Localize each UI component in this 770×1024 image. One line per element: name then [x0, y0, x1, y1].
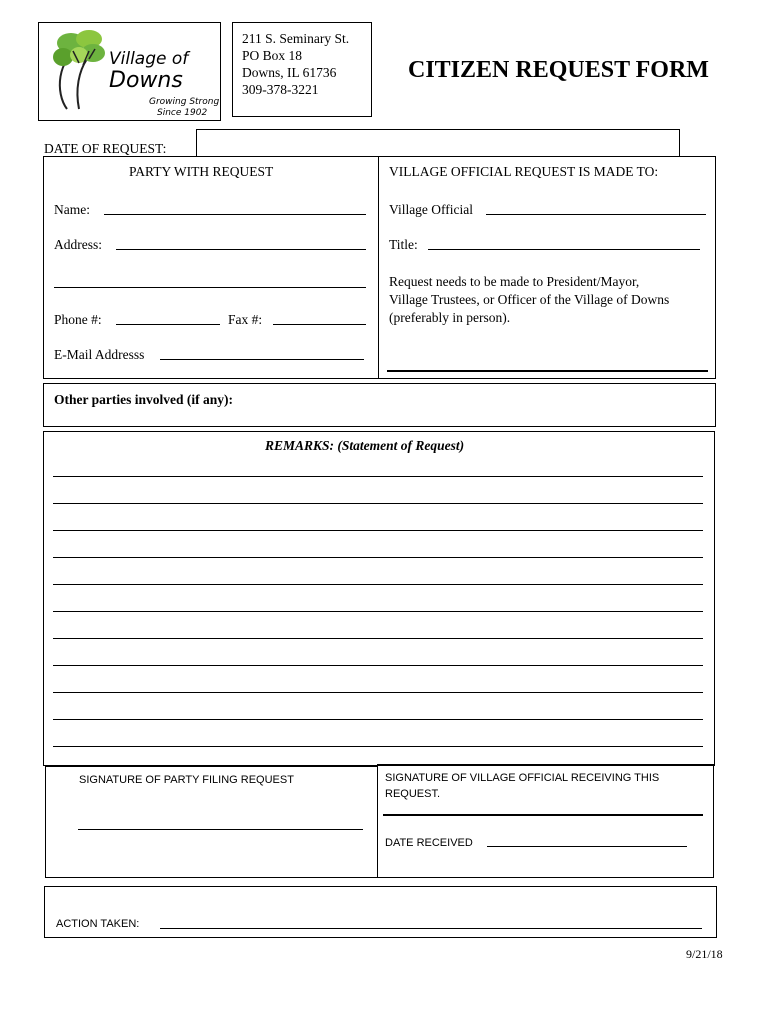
action-taken-box — [44, 886, 717, 938]
address-box — [232, 22, 372, 117]
phone-label: Phone #: — [54, 312, 102, 327]
address-field-line-2[interactable] — [54, 287, 366, 288]
name-field[interactable] — [104, 214, 366, 215]
remarks-line[interactable] — [53, 503, 703, 504]
page-title: CITIZEN REQUEST FORM — [408, 57, 709, 83]
party-signature-box — [45, 766, 378, 878]
fax-field[interactable] — [273, 324, 366, 325]
official-note-line-1: Request needs to be made to President/Mayor, — [389, 274, 640, 289]
logo-box — [38, 22, 221, 121]
request-info-box — [43, 156, 716, 379]
official-note-line-3: (preferably in person). — [389, 310, 511, 325]
date-received-label: DATE RECEIVED — [385, 837, 473, 849]
official-receiving-signature-field[interactable] — [383, 814, 703, 816]
remarks-line[interactable] — [53, 692, 703, 693]
date-of-request-label: DATE OF REQUEST: — [44, 141, 167, 156]
phone-field[interactable] — [116, 324, 220, 325]
title-label: Title: — [389, 237, 418, 252]
official-signature-label-1: SIGNATURE OF VILLAGE OFFICIAL RECEIVING THIS — [385, 772, 660, 784]
village-official-label: Village Official — [389, 202, 474, 217]
remarks-line[interactable] — [53, 557, 703, 558]
logo-tagline-1: Growing Strong — [149, 97, 220, 107]
address-line-3: Downs, IL 61736 — [242, 65, 337, 80]
fax-label: Fax #: — [228, 312, 263, 327]
party-heading: PARTY WITH REQUEST — [129, 164, 274, 179]
official-note-line-2: Village Trustees, or Officer of the Village of Downs — [389, 292, 670, 307]
name-label: Name: — [54, 202, 90, 217]
logo-tagline-2: Since 1902 — [157, 108, 208, 118]
official-heading: VILLAGE OFFICIAL REQUEST IS MADE TO: — [389, 164, 659, 179]
remarks-heading: REMARKS: (Statement of Request) — [265, 438, 465, 453]
logo-text-downs: Downs — [109, 68, 183, 93]
official-signature-box — [377, 764, 714, 878]
remarks-line[interactable] — [53, 530, 703, 531]
title-field[interactable] — [428, 249, 700, 250]
party-signature-field[interactable] — [78, 829, 363, 830]
column-divider — [378, 156, 379, 379]
address-line-4: 309-378-3221 — [242, 82, 319, 97]
remarks-line[interactable] — [53, 665, 703, 666]
remarks-box — [43, 431, 715, 766]
address-field[interactable] — [116, 249, 366, 250]
other-parties-box[interactable] — [43, 383, 716, 427]
remarks-line[interactable] — [53, 638, 703, 639]
email-label: E-Mail Addresss — [54, 347, 145, 362]
action-taken-field[interactable] — [160, 928, 702, 929]
other-parties-label: Other parties involved (if any): — [54, 392, 233, 407]
official-signature-field[interactable] — [387, 370, 708, 372]
official-signature-label-2: REQUEST. — [385, 788, 441, 800]
remarks-line[interactable] — [53, 584, 703, 585]
remarks-line[interactable] — [53, 476, 703, 477]
address-line-1: 211 S. Seminary St. — [242, 31, 350, 46]
remarks-line[interactable] — [53, 719, 703, 720]
address-label: Address: — [54, 237, 102, 252]
email-field[interactable] — [160, 359, 364, 360]
logo-text-village: Village of — [109, 49, 189, 69]
action-taken-label: ACTION TAKEN: — [56, 918, 140, 930]
address-line-2: PO Box 18 — [242, 48, 303, 63]
date-received-field[interactable] — [487, 846, 687, 847]
form-revision-date: 9/21/18 — [686, 947, 723, 961]
remarks-line[interactable] — [53, 611, 703, 612]
date-of-request-field[interactable] — [196, 129, 680, 157]
remarks-line[interactable] — [53, 746, 703, 747]
party-signature-label: SIGNATURE OF PARTY FILING REQUEST — [79, 774, 294, 786]
village-official-field[interactable] — [486, 214, 706, 215]
